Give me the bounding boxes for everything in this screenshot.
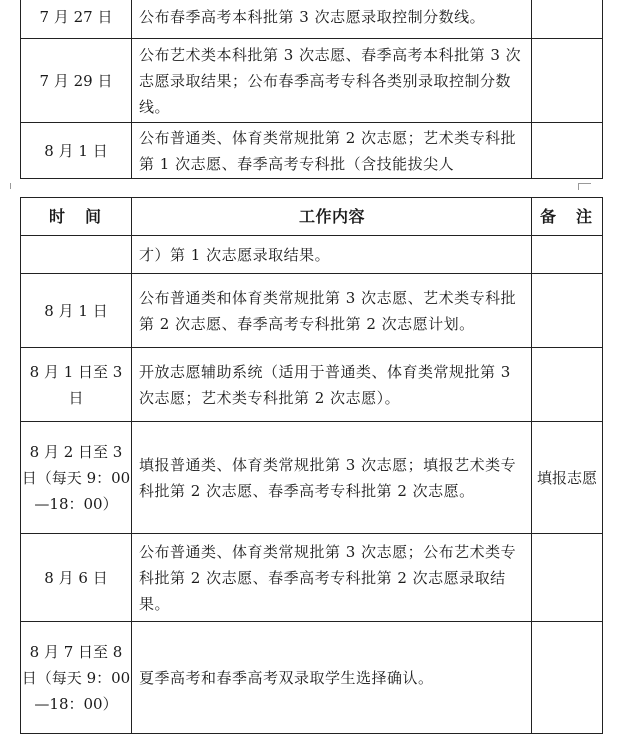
content-cell: 公布普通类、体育类常规批第 3 次志愿；公布艺术类专科批第 2 次志愿、春季高考专科批第 2 次志愿录取结果。	[132, 534, 532, 622]
time-cell: 7 月 27 日	[21, 0, 132, 39]
note-cell	[532, 534, 603, 622]
content-cell: 公布艺术类本科批第 3 次志愿、春季高考本科批第 3 次志愿录取结果；公布春季高考专科各类别录取控制分数线。	[132, 39, 532, 123]
note-cell	[532, 348, 603, 422]
note-cell	[532, 274, 603, 348]
table-row	[21, 422, 603, 534]
time-cell	[21, 236, 132, 274]
table-row	[21, 274, 603, 348]
page-corner-mark	[10, 183, 14, 189]
table-row	[21, 236, 603, 274]
time-cell: 7 月 29 日	[21, 39, 132, 123]
content-cell: 公布普通类和体育类常规批第 3 次志愿、艺术类专科批第 2 次志愿、春季高考专科批第 2 次志愿计划。	[132, 274, 532, 348]
header-time: 时 间	[21, 198, 132, 236]
time-cell: 8 月 6 日	[21, 534, 132, 622]
note-cell	[532, 39, 603, 123]
time-cell: 8 月 1 日	[21, 274, 132, 348]
header-note: 备 注	[532, 198, 603, 236]
time-cell: 8 月 1 日至 3 日	[21, 348, 132, 422]
note-cell	[532, 622, 603, 734]
time-cell: 8 月 1 日	[21, 123, 132, 179]
content-cell: 填报普通类、体育类常规批第 3 次志愿；填报艺术类专科批第 2 次志愿、春季高考专科批第 2 次志愿。	[132, 422, 532, 534]
content-cell: 公布普通类、体育类常规批第 2 次志愿；艺术类专科批第 1 次志愿、春季高考专科批（含技能拔尖人	[132, 123, 532, 179]
note-cell	[532, 236, 603, 274]
note-cell	[532, 123, 603, 179]
content-cell: 夏季高考和春季高考双录取学生选择确认。	[132, 622, 532, 734]
content-cell: 开放志愿辅助系统（适用于普通类、体育类常规批第 3 次志愿；艺术类专科批第 2 次志愿）。	[132, 348, 532, 422]
table-row	[21, 39, 603, 123]
table-row	[21, 123, 603, 179]
header-content: 工作内容	[132, 198, 532, 236]
content-cell: 公布春季高考本科批第 3 次志愿录取控制分数线。	[132, 0, 532, 39]
table-row	[21, 622, 603, 734]
time-cell: 8 月 2 日至 3 日（每天 9：00—18：00）	[21, 422, 132, 534]
table-row	[21, 348, 603, 422]
table-row	[21, 0, 603, 39]
table-row	[21, 534, 603, 622]
content-cell: 才）第 1 次志愿录取结果。	[132, 236, 532, 274]
table-header-row	[21, 198, 603, 236]
page-corner-mark	[578, 183, 591, 190]
schedule-table-continued	[20, 0, 603, 179]
note-cell	[532, 0, 603, 39]
note-cell: 填报志愿	[532, 422, 603, 534]
schedule-table	[20, 197, 603, 734]
time-cell: 8 月 7 日至 8 日（每天 9：00—18：00）	[21, 622, 132, 734]
